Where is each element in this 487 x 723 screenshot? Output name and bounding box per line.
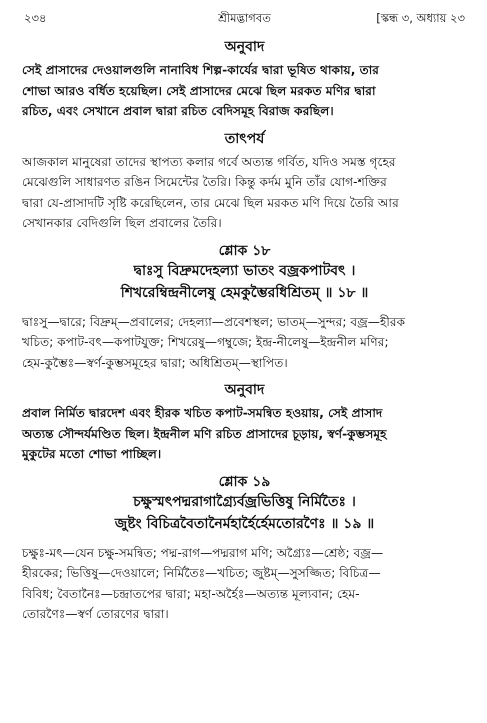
text-line: তোরণৈঃ—স্বর্ণ তোরণের দ্বারা।: [22, 607, 169, 621]
text-line: সেই প্রাসাদের দেওয়ালগুলি নানাবিধ শিল্প-কার্যের দ্বারা ভূষিত থাকায়, তার: [22, 63, 379, 77]
text-line: মেঝেগুলি সাধারণত রঙিন সিমেন্টের তৈরি। কিন্তু কর্দম মুনি তাঁর যোগ-শক্তির: [22, 175, 387, 189]
verse-18-heading: শ্লোক ১৮: [218, 242, 271, 259]
page-header: [22, 10, 467, 34]
translation-heading-1: অনুবাদ: [224, 39, 265, 55]
verse-line: জুষ্টং বিচিত্রবৈতানৈর্মহার্হৈর্হেমতোরণৈঃ ॥ ১৯ ॥: [114, 515, 375, 532]
text-line: খচিত; কপাট-বৎ—কপাটযুক্ত; শিখরেষু—গম্বুজে; ইন্দ্র-নীলেষু—ইন্দ্রনীল মণির;: [22, 335, 389, 349]
book-title: শ্রীমদ্ভাগবত: [218, 11, 271, 25]
verse-19-heading: শ্লোক ১৯: [218, 473, 271, 490]
translation-text-2: [22, 403, 467, 465]
synonyms-19: [22, 543, 467, 625]
text-line: সেখানকার বেদিগুলি ছিল প্রবালের তৈরি।: [22, 216, 222, 230]
text-line: অত্যন্ত সৌন্দর্যমণ্ডিত ছিল। ইন্দ্রনীল মণি রচিত প্রাসাদের চূড়ায়, স্বর্ণ-কুম্ভসমূহ: [22, 426, 387, 441]
text-line: হেম-কুম্ভৈঃ—স্বর্ণ-কুম্ভসমূহের দ্বারা; অধিশ্রিতম্—স্থাপিত।: [22, 355, 288, 370]
verse-18-text: [22, 260, 467, 304]
purport-heading: তাৎপর্য: [224, 130, 265, 147]
text-line: বিবিধ; বৈতানৈঃ—চন্দ্রাতপের দ্বারা; মহা-অর্হৈঃ—অত্যন্ত মূল্যবান; হেম-: [22, 586, 360, 601]
synonyms-18: [22, 312, 467, 374]
text-line: আজকাল মানুষেরা তাদের স্থাপত্য কলার গর্বে অত্যন্ত গর্বিত, যদিও সমস্ত গৃহের: [22, 154, 396, 169]
verse-line: দ্বাঃসু বিদ্রুমদেহল্যা ভাতং বজ্রকপাটবৎ ।: [133, 262, 356, 279]
translation-heading-2: অনুবাদ: [224, 382, 265, 398]
translation-text-1: [22, 60, 467, 122]
verse-line: শিখরেম্বিন্দ্রনীলেষু হেমকুম্ভৈরধিশ্রিতম্ ॥ ১৮ ॥: [120, 284, 369, 301]
text-line: চক্ষুঃ-মৎ—যেন চক্ষু-সমন্বিত; পদ্ম-রাগ—পদ্মরাগ মণি; অগ্র্যৈঃ—শ্রেষ্ঠ; বজ্র—: [22, 545, 384, 560]
chapter-reference: [স্কন্ধ ৩, অধ্যায় ২৩: [376, 11, 465, 25]
purport-text: [22, 152, 467, 234]
text-line: হীরকের; ভিত্তিষু—দেওয়ালে; নির্মিতৈঃ—খচিত; জুষ্টম্—সুসজ্জিত; বিচিত্র—: [22, 566, 381, 580]
text-line: দ্বারা যে-প্রাসাদটি সৃষ্টি করেছিলেন, তার মেঝে ছিল মরকত মণি দিয়ে তৈরি আর: [22, 195, 399, 210]
page-number: ২৩৪: [24, 11, 47, 25]
text-line: প্রবাল নির্মিত দ্বারদেশ এবং হীরক খচিত কপাট-সমন্বিত হওয়ায়, সেই প্রাসাদ: [22, 406, 383, 420]
verse-line: চক্ষুস্মৎপদ্মরাগাগ্র্যৈর্বজ্রভিত্তিষু নির্মিতৈঃ ।: [133, 493, 356, 510]
text-line: রচিত, এবং সেখানে প্রবাল দ্বারা রচিত বেদিসমূহ বিরাজ করছিল।: [22, 104, 334, 118]
text-line: মুকুটের মতো শোভা পাচ্ছিল।: [22, 447, 162, 461]
verse-19-text: [22, 491, 467, 535]
text-line: শোভা আরও বর্ধিত হয়েছিল। সেই প্রাসাদের মেঝে ছিল মরকত মণির দ্বারা: [22, 83, 376, 98]
text-line: দ্বাঃসু—দ্বারে; বিদ্রুম্—প্রবালের; দেহল্যা—প্রবেশস্থল; ভাতম্—সুন্দর; বজ্র—হীরক: [22, 314, 406, 329]
